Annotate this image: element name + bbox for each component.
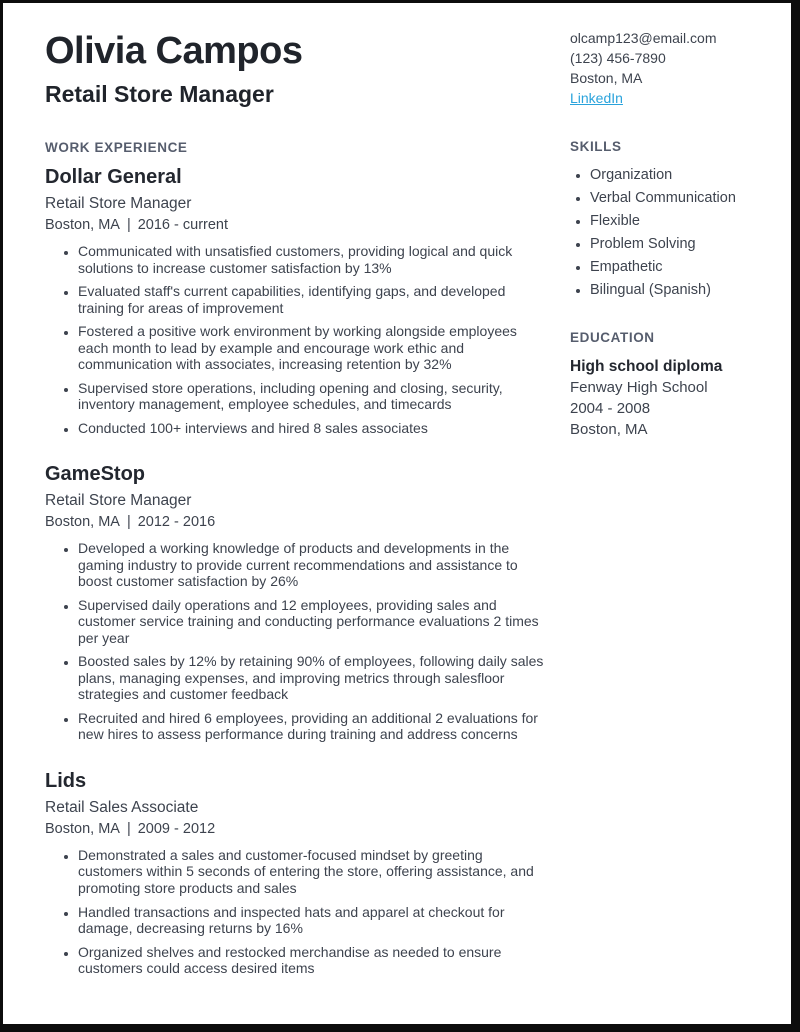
bullet-item: • Communicated with unsatisfied customers, providing logical and quick solutions to increase customer satisfaction by 13% <box>78 243 548 276</box>
job-role: Retail Sales Associate <box>45 798 199 816</box>
job-location: Boston, MA <box>45 821 120 838</box>
job-dates: 2009 - 2012 <box>137 821 216 838</box>
job-bullet-list <box>45 540 548 743</box>
job-bullet-list <box>45 243 548 436</box>
job-location: Boston, MA <box>45 217 120 234</box>
meta-separator: | <box>126 217 131 234</box>
education-dates: 2004 - 2008 <box>570 399 651 417</box>
skill-item: • Problem Solving <box>590 235 761 254</box>
page-content <box>3 3 791 1023</box>
job-entry-dollar-general <box>45 165 548 436</box>
bullet-item: • Conducted 100+ interviews and hired 8 sales associates <box>78 420 548 437</box>
bullet-item: • Organized shelves and restocked merchandise as needed to ensure customers could access desired items <box>78 944 548 977</box>
contact-block <box>570 29 761 109</box>
job-meta <box>45 820 548 839</box>
linkedin-link[interactable]: LinkedIn <box>570 89 623 106</box>
candidate-name: Olivia Campos <box>45 30 303 72</box>
work-experience-heading: WORK EXPERIENCE <box>45 140 188 156</box>
job-bullet-list <box>45 847 548 977</box>
education-degree: High school diploma <box>570 358 723 376</box>
bullet-item: • Supervised store operations, including opening and closing, security, inventory management, employee schedules, and timecards <box>78 380 548 413</box>
bullet-item: • Developed a working knowledge of products and developments in the gaming industry to provide current recommendations and assistance to boost customer satisfaction by 26% <box>78 540 548 590</box>
job-role: Retail Store Manager <box>45 195 192 213</box>
skills-list <box>570 166 761 301</box>
skill-item: • Verbal Communication <box>590 189 761 208</box>
contact-location: Boston, MA <box>570 69 643 86</box>
bullet-item: • Handled transactions and inspected hats and apparel at checkout for damage, decreasing returns by 16% <box>78 904 548 937</box>
bullet-item: • Fostered a positive work environment by working alongside employees each month to lead by example and encourage work ethic and communication with associates, increasing retention by 32% <box>78 323 548 373</box>
candidate-title: Retail Store Manager <box>45 80 274 107</box>
contact-phone: (123) 456-7890 <box>570 49 666 66</box>
job-role: Retail Store Manager <box>45 492 192 510</box>
education-heading: EDUCATION <box>570 330 655 346</box>
skill-item: • Empathetic <box>590 258 761 277</box>
meta-separator: | <box>126 821 131 838</box>
bullet-item: • Boosted sales by 12% by retaining 90% of employees, following daily sales plans, managing expenses, and improving metrics through salesfloor strategies and customer feedback <box>78 653 548 703</box>
job-dates: 2012 - 2016 <box>137 514 216 531</box>
job-company: Dollar General <box>45 166 182 189</box>
skill-item: • Bilingual (Spanish) <box>590 281 761 300</box>
skill-item: • Flexible <box>590 212 761 231</box>
job-company: Lids <box>45 769 87 792</box>
contact-email: olcamp123@email.com <box>570 30 717 46</box>
job-company: GameStop <box>45 463 146 486</box>
skills-heading: SKILLS <box>570 138 622 154</box>
bullet-item: • Evaluated staff's current capabilities, identifying gaps, and developed training for areas of improvement <box>78 283 548 316</box>
side-column <box>570 29 761 1003</box>
job-meta <box>45 216 548 235</box>
meta-separator: | <box>126 514 131 531</box>
bullet-item: • Recruited and hired 6 employees, providing an additional 2 evaluations for new hires to assess performance during training and address concerns <box>78 710 548 743</box>
bullet-item: • Supervised daily operations and 12 employees, providing sales and customer service training and conducting performance evaluations 2 times per year <box>78 597 548 647</box>
bullet-item: • Demonstrated a sales and customer-focused mindset by greeting customers within 5 seconds of entering the store, offering assistance, and promoting store products and sales <box>78 847 548 897</box>
skill-item: • Organization <box>590 166 761 185</box>
education-school: Fenway High School <box>570 379 708 397</box>
job-entry-lids <box>45 769 548 977</box>
education-location: Boston, MA <box>570 420 648 438</box>
job-meta <box>45 513 548 532</box>
job-entry-gamestop <box>45 462 548 743</box>
main-column <box>45 29 548 1003</box>
job-dates: 2016 - current <box>137 217 229 234</box>
job-location: Boston, MA <box>45 514 120 531</box>
